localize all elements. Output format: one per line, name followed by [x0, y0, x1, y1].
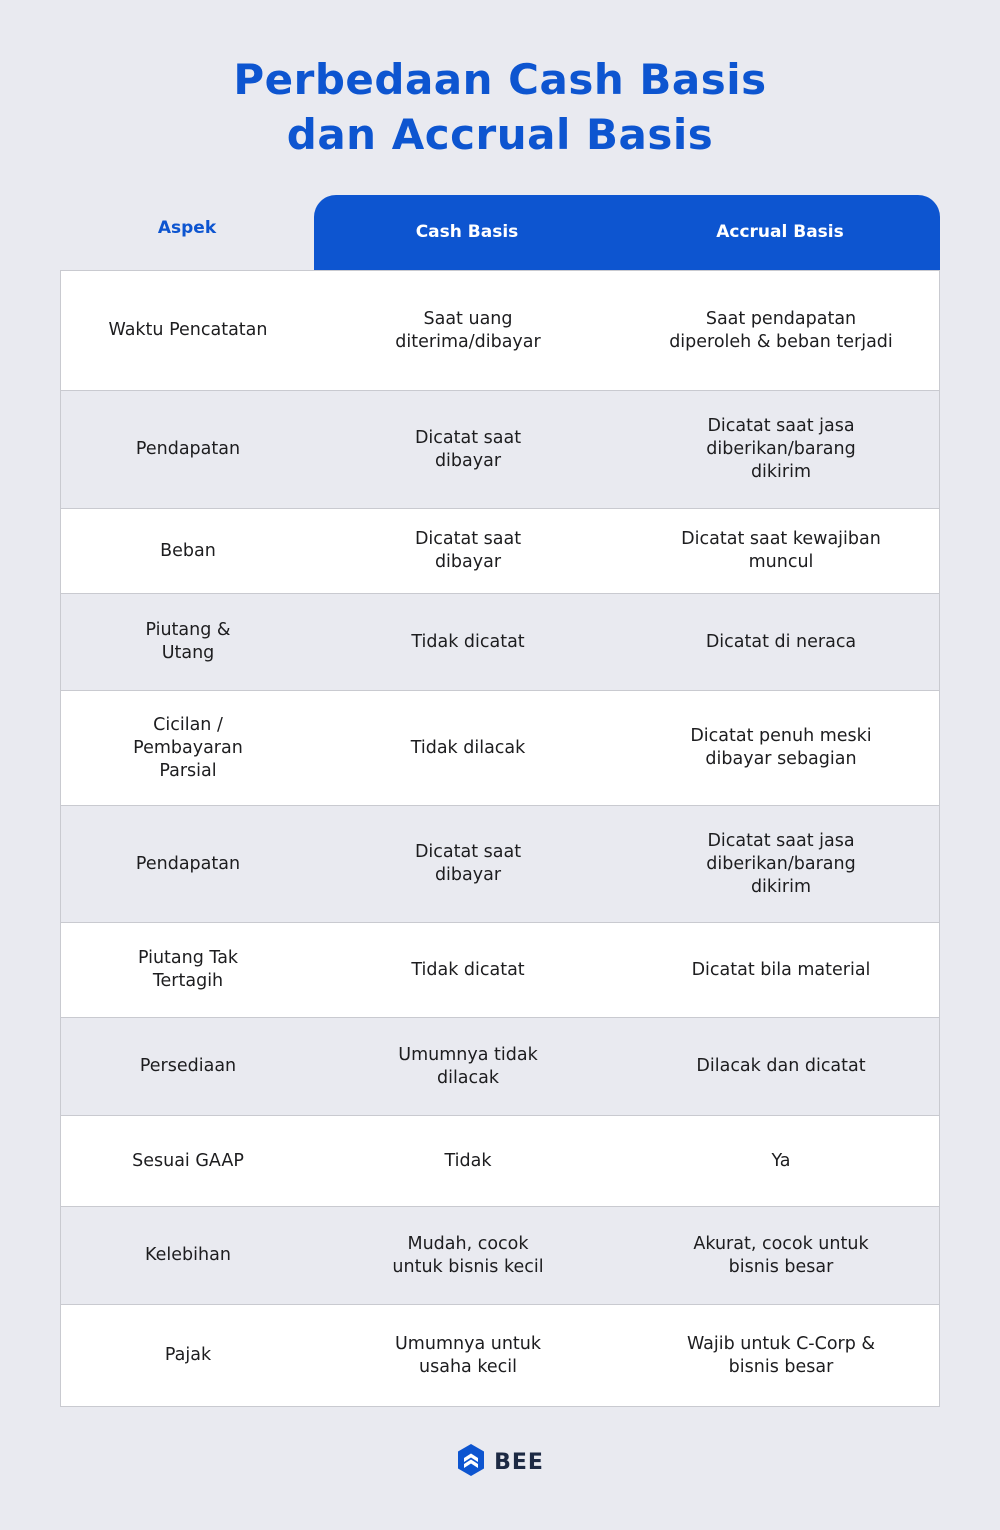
bee-hexagon-logo-icon — [456, 1443, 486, 1481]
aspek-cell: Beban — [160, 540, 216, 561]
cash-basis-cell: Umumnya untuk usaha kecil — [395, 1333, 541, 1377]
column-header-aspek: Aspek — [157, 218, 217, 238]
title-line-2: dan Accrual Basis — [286, 110, 714, 159]
table-header-bar — [314, 195, 940, 270]
comparison-table — [60, 270, 940, 1407]
aspek-cell: Sesuai GAAP — [132, 1150, 244, 1171]
logo-text: BEE — [494, 1449, 544, 1475]
column-header-cash-basis: Cash Basis — [415, 221, 519, 242]
cash-basis-cell: Mudah, cocok untuk bisnis kecil — [392, 1233, 544, 1277]
cash-basis-cell: Tidak — [444, 1150, 492, 1171]
accrual-basis-cell: Wajib untuk C-Corp & bisnis besar — [686, 1333, 876, 1377]
aspek-cell: Waktu Pencatatan — [108, 320, 268, 340]
cash-basis-cell: Saat uang diterima/dibayar — [395, 308, 541, 352]
accrual-basis-cell: Dicatat saat jasa diberikan/barang dikirim — [706, 830, 856, 897]
aspek-cell: Pendapatan — [135, 439, 241, 459]
cash-basis-cell: Tidak dicatat — [411, 959, 525, 980]
accrual-basis-cell: Dilacak dan dicatat — [696, 1056, 866, 1076]
table-row — [61, 1206, 939, 1304]
table-row — [61, 270, 939, 390]
aspek-cell: Piutang Tak Tertagih — [137, 948, 239, 991]
table-row — [61, 1115, 939, 1206]
accrual-basis-cell: Dicatat penuh meski dibayar sebagian — [690, 726, 872, 769]
aspek-cell: Kelebihan — [145, 1245, 231, 1265]
cash-basis-cell: Dicatat saat dibayar — [414, 427, 522, 471]
accrual-basis-cell: Akurat, cocok untuk bisnis besar — [693, 1233, 869, 1277]
table-row — [61, 805, 939, 922]
cash-basis-cell: Umumnya tidak dilacak — [398, 1044, 538, 1088]
table-row — [61, 390, 939, 508]
brand-logo — [0, 1443, 1000, 1481]
table-row — [61, 508, 939, 593]
table-row — [61, 593, 939, 690]
cash-basis-cell: Dicatat saat dibayar — [414, 529, 522, 572]
accrual-basis-cell: Saat pendapatan diperoleh & beban terjadi — [669, 308, 893, 352]
aspek-cell: Persediaan — [139, 1056, 237, 1076]
aspek-cell: Pendapatan — [135, 853, 241, 874]
table-row — [61, 922, 939, 1017]
accrual-basis-cell: Ya — [771, 1150, 791, 1171]
title-line-1: Perbedaan Cash Basis — [233, 55, 767, 104]
cash-basis-cell: Tidak dicatat — [411, 631, 525, 652]
table-row — [61, 690, 939, 805]
aspek-cell: Cicilan / Pembayaran Parsial — [133, 714, 243, 781]
accrual-basis-cell: Dicatat bila material — [691, 959, 871, 980]
cash-basis-cell: Dicatat saat dibayar — [414, 842, 522, 885]
aspek-cell: Pajak — [164, 1345, 212, 1365]
column-header-accrual-basis: Accrual Basis — [716, 221, 844, 242]
accrual-basis-cell: Dicatat saat jasa diberikan/barang dikirim — [706, 416, 856, 482]
aspek-cell: Piutang & Utang — [145, 620, 231, 663]
cash-basis-cell: Tidak dilacak — [410, 737, 526, 758]
table-row — [61, 1304, 939, 1406]
accrual-basis-cell: Dicatat saat kewajiban muncul — [681, 529, 881, 572]
table-row — [61, 1017, 939, 1115]
page-title — [0, 52, 1000, 162]
accrual-basis-cell: Dicatat di neraca — [705, 631, 857, 652]
